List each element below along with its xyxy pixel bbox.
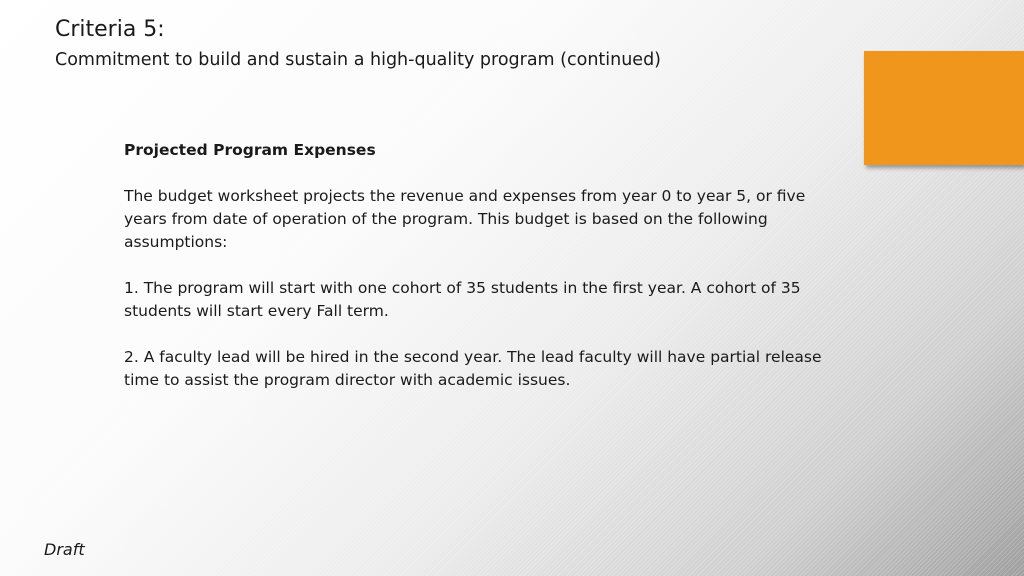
assumption-2: 2. A faculty lead will be hired in the second year. The lead faculty will have partial release time to assist the program director with academic issues.: [124, 348, 822, 389]
slide-subtitle: Commitment to build and sustain a high-quality program (continued): [55, 50, 662, 70]
orange-accent-block: [864, 51, 1024, 165]
slide-title: Criteria 5:: [55, 17, 165, 42]
slide-body: [124, 139, 824, 415]
intro-paragraph: The budget worksheet projects the revenue and expenses from year 0 to year 5, or five years from date of operation of the program. This budget is based on the following assumptions:: [124, 187, 806, 251]
assumption-1: 1. The program will start with one cohort of 35 students in the first year. A cohort of 35 students will start every Fall term.: [124, 279, 801, 320]
draft-label: Draft: [44, 540, 85, 559]
section-heading: Projected Program Expenses: [124, 141, 376, 159]
